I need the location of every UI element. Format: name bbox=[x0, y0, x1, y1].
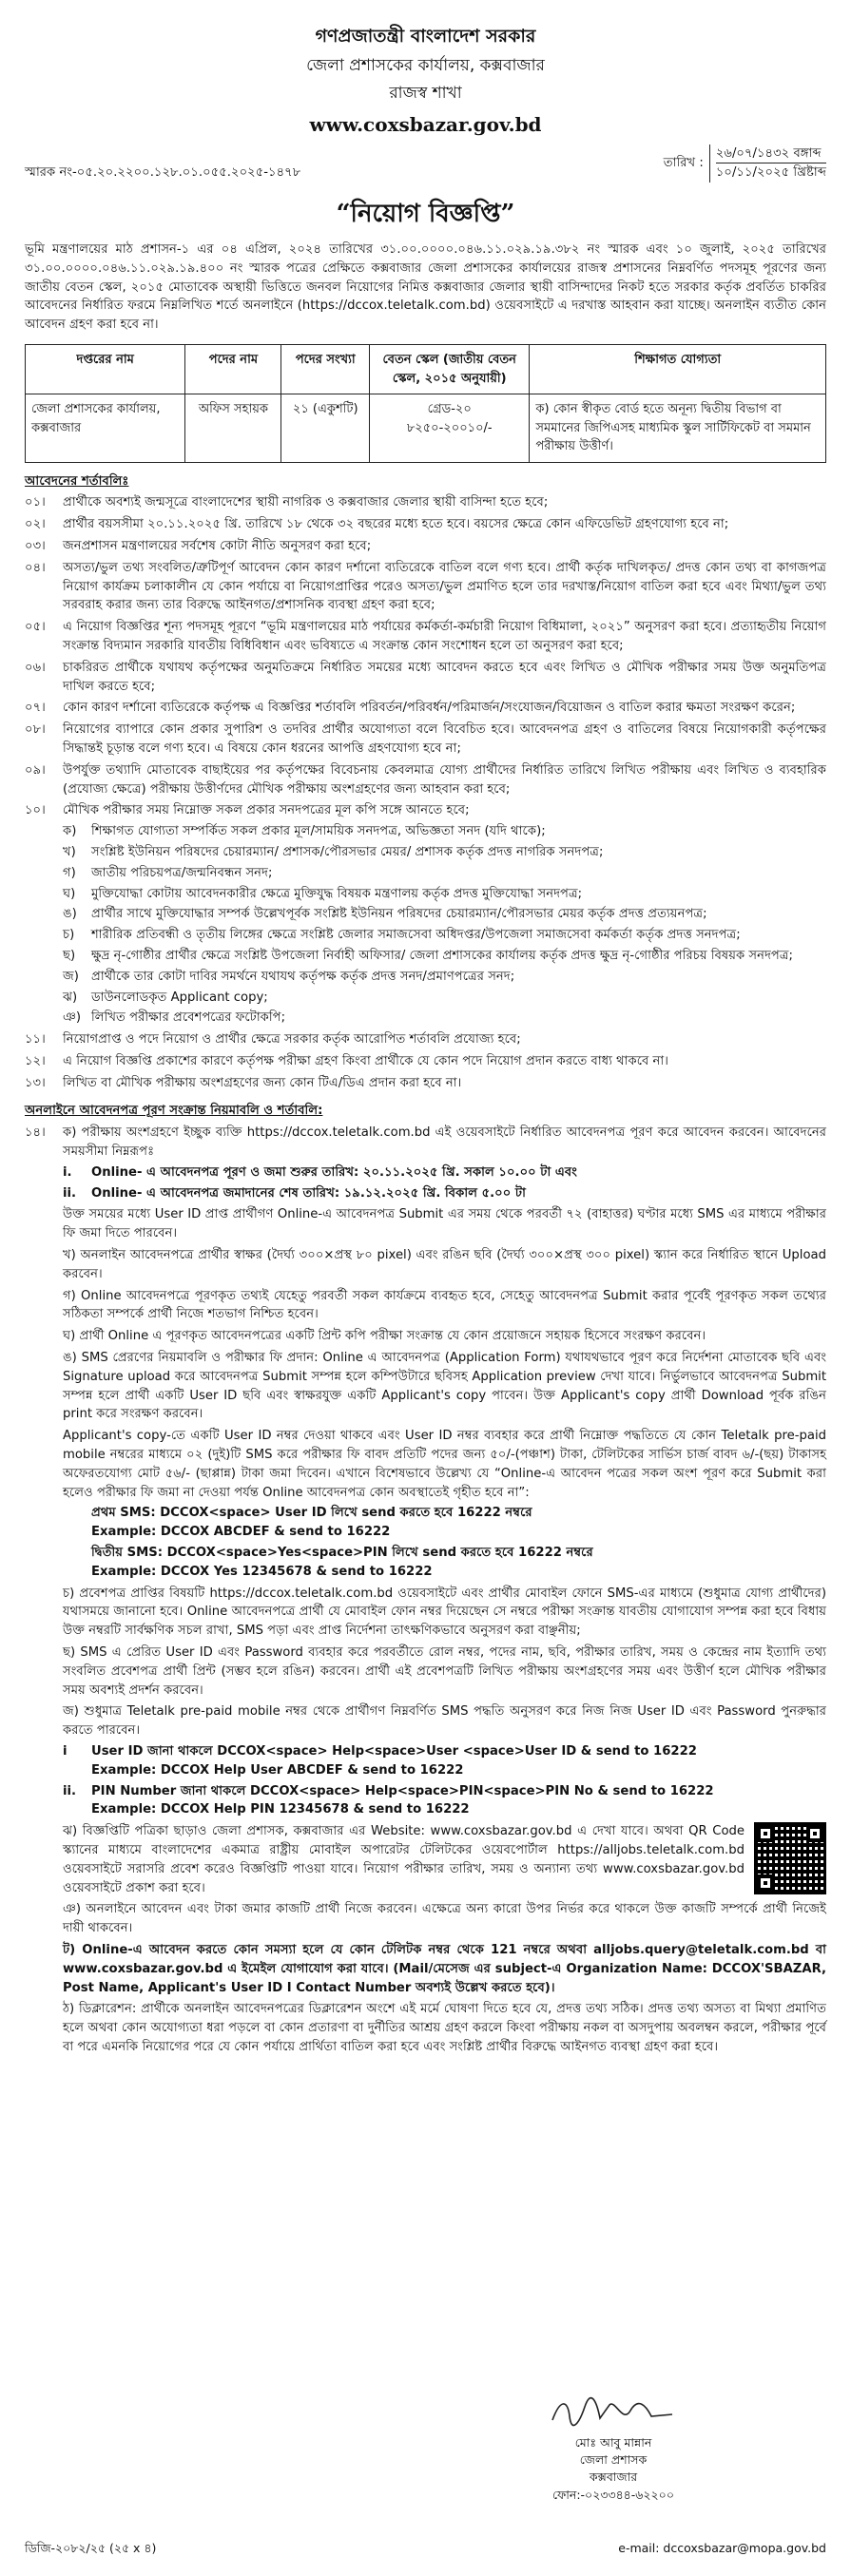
condition-text: ঙ) SMS প্রেরণের নিয়মাবলি ও পরীক্ষার ফি প্রদান: Online এ আবেদনপত্র (Application Form) যথাযথভাবে পূরণ করে নির্দেশনা মোতাবেক ছবি এবং Signature upload করে আবেদনপত্র Submit সম্পন্ন হলে কম্পিউটারে ছবিসহ Application preview দেখা যাবে। নির্ভুলভাবে আবেদনপত্র Submit সম্পন্ন হলে প্রার্থী একটি User ID ছবি এবং স্বাক্ষরযুক্ত একটি Applicant's copy পাবেন। উক্ত Applicant's copy প্রার্থী Download পূর্বক রঙিন print করে সংরক্ষণ করবেন। bbox=[63, 1351, 827, 1422]
online-item-tha bbox=[25, 2000, 826, 2056]
sub-text: PIN Number জানা থাকলে DCCOX<space> Help<space>PIN<space>PIN No & send to 16222 bbox=[91, 1783, 714, 1798]
website-header: www.coxsbazar.gov.bd bbox=[309, 112, 542, 136]
sms-second: দ্বিতীয় SMS: DCCOX<space>Yes<space>PIN লিখে send করতে হবে 16222 নম্বরে bbox=[91, 1546, 593, 1561]
condition-text: Applicant's copy-তে একটি User ID নম্বর দেওয়া থাকবে এবং User ID নম্বর ব্যবহার করে প্রার্থী নিম্নোক্ত পদ্ধতিতে যে কোন Teletalk pre-paid mobile নম্বরের মাধ্যমে ০২ (দুই)টি SMS করে পরীক্ষার ফি বাবদ প্রতিটি পদের জন্য ৫০/-(পঞ্চাশ) টাকা, টেলিটকের সার্ভিস চার্জ বাবদ ৬/-(ছয়) টাকাসহ অফেরতযোগ্য মোট ৫৬/- (ছাপ্পান্ন) টাকা জমা দিবেন। এখানে বিশেষভাবে উল্লেখ্য যে “Online-এ আবেদন পত্রের সকল অংশ পূরণ করে Submit করা হলেও পরীক্ষার ফি জমা না দেওয়া পর্যন্ত Online আবেদনপত্র কোন অবস্থাতেই গৃহীত হবে না”: bbox=[63, 1429, 826, 1500]
sub-number: ঝ) bbox=[63, 990, 78, 1005]
condition-number: ১৩। bbox=[25, 1075, 46, 1090]
sub-number: ii. bbox=[63, 1783, 77, 1798]
sub-text: জাতীয় পরিচয়পত্র/জন্মনিবন্ধন সনদ; bbox=[91, 865, 273, 880]
footer bbox=[25, 2540, 826, 2558]
table-row bbox=[26, 394, 826, 463]
office-header: জেলা প্রশাসকের কার্যালয়, কক্সবাজার bbox=[306, 55, 545, 75]
sub-text: ক্ষুদ্র নৃ-গোষ্ঠীর প্রার্থীর ক্ষেত্রে সংশ্লিষ্ট উপজেলা নির্বাহী অফিসার/ জেলা প্রশাসকের কার্যালয় কর্তৃক প্রদত্ত ক্ষুদ্র নৃ-গোষ্ঠীর পরিচয় বিষয়ক সনদপত্র; bbox=[91, 948, 793, 963]
condition-text: ঞ) অনলাইনে আবেদন এবং টাকা জমার কাজটি প্রার্থী নিজে করবেন। এক্ষেত্রে অন্য কারো উপর নির্ভর করে থাকলে উক্ত কাজটি সম্পর্কে প্রার্থী নিজেই দায়ী থাকবেন। bbox=[63, 1902, 826, 1936]
condition-number: ০৩। bbox=[25, 538, 46, 553]
sub-text: User ID জানা থাকলে DCCOX<space> Help<space>User <space>User ID & send to 16222 bbox=[91, 1743, 697, 1759]
memo-number: স্মারক নং-০৫.২০.২২০০.১২৮.০১.০৫৫.২০২৫-১৪৭৮ bbox=[25, 165, 301, 181]
signatory-phone: ফোন:-০২৩৩৪৪-৬২২০০ bbox=[552, 2487, 674, 2502]
section-header: রাজস্ব শাখা bbox=[389, 84, 462, 103]
condition-text: খ) অনলাইন আবেদনপত্রে প্রার্থীর স্বাক্ষর (দৈর্ঘ্য ৩০০×প্রস্থ ৮০ pixel) এবং রঙিন ছবি (দৈর্ঘ্য ৩০০×প্রস্থ ৩০০ pixel) স্ক্যান করে নির্ধারিত স্থানে Upload করবেন। bbox=[63, 1248, 826, 1281]
date-english: ১০/১১/২০২৫ খ্রিষ্টাব্দ bbox=[715, 165, 826, 181]
condition-text: চ) প্রবেশপত্র প্রাপ্তির বিষয়টি https://dccox.teletalk.com.bd ওয়েবসাইটে এবং প্রার্থীর মোবাইল ফোনে SMS-এর মাধ্যমে (শুধুমাত্র যোগ্য প্রার্থীদের) যথাসময়ে জানানো হবে। Online আবেদনপত্রে প্রার্থী যে মোবাইল ফোন নম্বর দিয়েছেন সে নম্বরে পরীক্ষা সংক্রান্ত যাবতীয় যোগাযোগ সম্পন্ন করা হবে বিধায় উক্ত নম্বরটি সার্বক্ষণিক সচল রাখা, SMS পড়া এবং প্রাপ্ত নির্দেশনা তাৎক্ষণিকভাবে অনুসরণ করা বাঞ্ছনীয়; bbox=[63, 1586, 826, 1639]
recover-pin bbox=[63, 1782, 826, 1801]
qr-code-icon bbox=[754, 1822, 826, 1894]
recover-user-id bbox=[63, 1742, 826, 1761]
condition-text: লিখিত বা মৌখিক পরীক্ষায় অংশগ্রহণের জন্য কোন টিএ/ডিএ প্রদান করা হবে না। bbox=[63, 1075, 462, 1090]
sub-text: Online- এ আবেদনপত্র পূরণ ও জমা শুরুর তারিখ: ২০.১১.২০২৫ খ্রি. সকাল ১০.০০ টা এবং bbox=[91, 1164, 577, 1180]
col-post: পদের নাম bbox=[185, 345, 281, 394]
condition-number: ০৪। bbox=[25, 560, 46, 575]
cell-scale bbox=[370, 394, 530, 463]
condition-text: ছ) SMS এ প্রেরিত User ID এবং Password ব্যবহার করে পরবর্তীতে রোল নম্বর, পদের নাম, ছবি, পরীক্ষার তারিখ, সময় ও কেন্দ্রের নাম ইত্যাদি তথ্য সংবলিত প্রবেশপত্র প্রার্থী প্রিন্ট (সম্ভব হলে রঙিন) করবেন। প্রার্থী এই প্রবেশপত্রটি লিখিত পরীক্ষায় অংশগ্রহণের সময় এবং উত্তীর্ণ হলে মৌখিক পরীক্ষার সময় অবশ্যই প্রদর্শন করবেন। bbox=[63, 1645, 826, 1698]
condition-text: এ নিয়োগ বিজ্ঞপ্তির শূন্য পদসমূহ পূরণে “ভূমি মন্ত্রণালয়ের মাঠ পর্যায়ের কর্মকর্তা-কর্মচারী নিয়োগ বিধিমালা, ২০২১” অনুসরণ করা হবে। প্রত্যাহৃতীয় নিয়োগ সংক্রান্ত বিদ্যমান সরকারি যাবতীয় বিধিবিধান এবং ভবিষ্যতে এ সংক্রান্ত কোন সংশোধন হলে তা অনুসরণ করা হবে; bbox=[63, 620, 826, 653]
sub-text: মুক্তিযোদ্ধা কোটায় আবেদনকারীর ক্ষেত্রে মুক্তিযুদ্ধ বিষয়ক মন্ত্রণালয় কর্তৃক প্রদত্ত মুক্তিযোদ্ধা সনদপত্র; bbox=[91, 886, 583, 901]
online-item-ga bbox=[25, 1287, 826, 1325]
conditions-heading: আবেদনের শর্তাবলিঃ bbox=[25, 473, 129, 489]
sub-text: Online- এ আবেদনপত্র জমাদানের শেষ তারিখ: ১৯.১২.২০২৫ খ্রি. বিকাল ৫.০০ টা bbox=[91, 1185, 526, 1201]
col-qualification: শিক্ষাগত যোগ্যতা bbox=[530, 345, 826, 394]
condition-text: জনপ্রশাসন মন্ত্রণালয়ের সর্বশেষ কোটা নীতি অনুসরণ করা হবে; bbox=[63, 538, 372, 553]
condition-text: মৌখিক পরীক্ষার সময় নিম্নোক্ত সকল প্রকার সনদপত্রের মূল কপি সঙ্গে আনতে হবে; bbox=[63, 803, 470, 818]
cell-qualification: ক) কোন স্বীকৃত বোর্ড হতে অনূন্য দ্বিতীয় বিভাগ বা সমমানের জিপিএসহ মাধ্যমিক স্কুল সার্টিফিকেট বা সমমান পরীক্ষায় উত্তীর্ণ। bbox=[530, 394, 826, 463]
condition-number: ১১। bbox=[25, 1032, 46, 1048]
sub-item bbox=[63, 843, 826, 862]
condition-item bbox=[25, 801, 826, 820]
condition-text: ঝ) বিজ্ঞপ্তিটি পত্রিকা ছাড়াও জেলা প্রশাসক, কক্সবাজার এর Website: www.coxsbazar.gov.bd এ দেখা যাবে। অথবা QR Code স্ক্যানের মাধ্যমে বাংলাদেশের একমাত্র রাষ্ট্রীয় মোবাইল অপারেটর টেলিটকের ওয়েবপোর্টাল https://alljobs.teletalk.com.bd ওয়েবসাইটে সরাসরি প্রবেশ করেও বিজ্ঞপ্তিটি পাওয়া যাবে। নিয়োগ পরীক্ষার তারিখ, সময় ও অন্যান্য তথ্য www.coxsbazar.gov.bd ওয়েবসাইটে প্রকাশ করা হবে। bbox=[63, 1824, 745, 1895]
condition-text: উপর্যুক্ত তথ্যাদি মোতাবেক বাছাইয়ের পর কর্তৃপক্ষের বিবেচনায় কেবলমাত্র যোগ্য প্রার্থীদের নির্ধারিত তারিখে লিখিত পরীক্ষায় এবং লিখিত ও ব্যবহারিক (প্রযোজ্য ক্ষেত্রে) পরীক্ষায় উত্তীর্ণদের মৌখিক পরীক্ষায় অংশগ্রহণের জন্য আহবান করা হবে; bbox=[63, 762, 826, 797]
sub-text: প্রার্থীকে তার কোটা দাবির সমর্থনে যথাযথ কর্তৃপক্ষ কর্তৃক প্রদত্ত সনদ/প্রমাণপত্রের সনদ; bbox=[91, 969, 515, 984]
sub-number: ঘ) bbox=[63, 886, 76, 901]
online-item-nya bbox=[25, 1900, 826, 1938]
condition-text: প্রার্থীকে অবশ্যই জন্মসূত্রে বাংলাদেশের স্থায়ী নাগরিক ও কক্সবাজার জেলার স্থায়ী বাসিন্দা হতে হবে; bbox=[63, 495, 549, 510]
signature-icon bbox=[547, 2395, 680, 2430]
sub-number: ঙ) bbox=[63, 907, 77, 922]
condition-item bbox=[25, 699, 826, 718]
sub-number: ii. bbox=[63, 1185, 77, 1201]
condition-item bbox=[25, 1052, 826, 1071]
sub-item bbox=[63, 905, 826, 924]
sub-number: গ) bbox=[63, 865, 76, 880]
sms-first: প্রথম SMS: DCCOX<space> User ID লিখে send করতে হবে 16222 নম্বরে bbox=[91, 1506, 532, 1521]
col-count: পদের সংখ্যা bbox=[281, 345, 370, 394]
cell-post: অফিস সহায়ক bbox=[185, 394, 281, 463]
condition-text: নিয়োগের ব্যাপারে কোন প্রকার সুপারিশ ও তদবির প্রার্থীর অযোগ্যতা বলে বিবেচিত হবে। আবেদনপত্র গ্রহণ ও বাতিলের বিষয়ে নিয়োগকারী কর্তৃপক্ষের সিদ্ধান্তই চূড়ান্ত বলে গণ্য হবে। এ বিষয়ে কোন ধরনের আপত্তি গ্রহণযোগ্য হবে না; bbox=[63, 722, 826, 756]
online-item-ka bbox=[25, 1124, 826, 1162]
condition-item bbox=[25, 493, 826, 512]
sms-second-example: Example: DCCOX Yes 12345678 & send to 16222 bbox=[91, 1564, 433, 1579]
sub-text: সংশ্লিষ্ট ইউনিয়ন পরিষদের চেয়ারম্যান/ প্রশাসক/পৌরসভার মেয়র/ প্রশাসক কর্তৃক প্রদত্ত নাগরিক সনদপত্র; bbox=[91, 844, 604, 859]
condition-text: চাকরিরত প্রার্থীকে যথাযথ কর্তৃপক্ষের অনুমতিক্রমে নির্ধারিত সময়ের মধ্যে আবেদন করতে হবে এবং লিখিত ও মৌখিক পরীক্ষার সময় উক্ত অনুমতিপত্র দাখিল করতে হবে; bbox=[63, 660, 826, 694]
signatory-designation: জেলা প্রশাসক bbox=[579, 2452, 648, 2468]
col-scale: বেতন স্কেল (জাতীয় বেতন স্কেল, ২০১৫ অনুযায়ী) bbox=[370, 345, 530, 394]
sub-number: খ) bbox=[63, 844, 76, 859]
recover-user-id-example: Example: DCCOX Help User ABCDEF & send to 16222 bbox=[91, 1762, 464, 1778]
online-item-jha bbox=[25, 1822, 826, 1897]
condition-number: ১৪। bbox=[25, 1125, 46, 1141]
gov-header: গণপ্রজাতন্ত্রী বাংলাদেশ সরকার bbox=[315, 26, 536, 47]
sub-number: জ) bbox=[63, 969, 79, 984]
condition-item bbox=[25, 761, 826, 799]
sub-item bbox=[63, 1009, 826, 1028]
sub-number: i bbox=[63, 1743, 68, 1759]
condition-number: ১২। bbox=[25, 1053, 46, 1068]
applicant-copy-note bbox=[25, 1427, 826, 1502]
sub-text: ডাউনলোডকৃত Applicant copy; bbox=[91, 990, 268, 1005]
col-office: দপ্তরের নাম bbox=[26, 345, 185, 394]
online-item-ja bbox=[25, 1702, 826, 1740]
condition-number: ০৭। bbox=[25, 701, 46, 716]
cell-office: জেলা প্রশাসকের কার্যালয়, কক্সবাজার bbox=[26, 394, 185, 463]
online-item-chha bbox=[25, 1644, 826, 1700]
condition-item bbox=[25, 659, 826, 697]
table-header-row bbox=[26, 345, 826, 394]
condition-text: নিয়োগপ্রাপ্ত ও পদে নিয়োগ ও প্রার্থীর ক্ষেত্রে সরকার কর্তৃক আরোপিত শর্তাবলি প্রযোজ্য হবে; bbox=[63, 1032, 521, 1048]
signatory-district: কক্সবাজার bbox=[589, 2470, 638, 2485]
condition-number: ০২। bbox=[25, 517, 46, 532]
sub-item bbox=[63, 968, 826, 987]
condition-text: কোন কারণ দর্শানো ব্যতিরেকে কর্তৃপক্ষ এ বিজ্ঞপ্তির শর্তাবলি পরিবর্তন/পরিবর্ধন/পরিমার্জন/সংযোজন/বিয়োজন ও বাতিল করার ক্ষমতা সংরক্ষণ করেন; bbox=[63, 701, 796, 716]
sub-item bbox=[63, 989, 826, 1008]
notice-title: “নিয়োগ বিজ্ঞপ্তি” bbox=[336, 200, 515, 229]
online-item-kha bbox=[25, 1246, 826, 1284]
online-item-ta bbox=[25, 1941, 826, 1997]
sub-text: শিক্ষাগত যোগ্যতা সম্পর্কিত সকল প্রকার মূল/সাময়িক সনদপত্র, অভিজ্ঞতা সনদ (যদি থাকে); bbox=[91, 824, 546, 839]
reference-row bbox=[25, 144, 826, 183]
date-block bbox=[664, 144, 826, 183]
condition-number: ০৯। bbox=[25, 762, 46, 778]
condition-item bbox=[25, 721, 826, 759]
signature-block bbox=[518, 2395, 708, 2504]
condition-number: ০৫। bbox=[25, 620, 46, 635]
sub-item bbox=[63, 822, 826, 841]
cell-count: ২১ (একুশটি) bbox=[281, 394, 370, 463]
sub-item bbox=[63, 947, 826, 966]
online-item-uma bbox=[25, 1349, 826, 1424]
online-item-gha bbox=[25, 1327, 826, 1346]
sub-text: প্রার্থীর সাথে মুক্তিযোদ্ধার সম্পর্ক উল্লেখপূর্বক সংশ্লিষ্ট ইউনিয়ন পরিষদের চেয়ারম্যান/পৌরসভার মেয়র কর্তৃক প্রদত্ত প্রত্যয়নপত্র; bbox=[91, 907, 707, 922]
posts-table bbox=[25, 344, 826, 463]
condition-number: ১০। bbox=[25, 803, 46, 818]
condition-number: ০১। bbox=[25, 495, 46, 510]
condition-item bbox=[25, 1074, 826, 1093]
condition-text: অসত্য/ভুল তথ্য সংবলিত/ত্রুটিপূর্ণ আবেদন কোন কারণ দর্শানো ব্যতিরেকে বাতিল বলে গণ্য হবে। প্রার্থী কর্তৃক দাখিলকৃত/ প্রদত্ত কোন তথ্য বা কাগজপত্র নিয়োগ কার্যক্রম চলাকালীন যে কোন পর্যায়ে বা নিয়োগপ্রাপ্তির পরেও অসত্য/ভুল প্রমাণিত হলে তার দরখাস্ত/নিয়োগ বাতিল করা হবে এবং মিথ্যা/ভুল তথ্য সরবরাহ করার জন্য তার বিরুদ্ধে আইনগত/প্রশাসনিক ব্যবস্থা গ্রহণ করা হবে; bbox=[63, 560, 826, 613]
sub-number: ঞ) bbox=[63, 1010, 82, 1026]
sub-item bbox=[63, 885, 826, 904]
sub-number: চ) bbox=[63, 928, 75, 943]
sub-text: লিখিত পরীক্ষার প্রবেশপত্রের ফটোকপি; bbox=[91, 1010, 286, 1026]
condition-item bbox=[25, 618, 826, 656]
online-item-cha bbox=[25, 1585, 826, 1641]
condition-text: ক) পরীক্ষায় অংশগ্রহণে ইচ্ছুক ব্যক্তি https://dccox.teletalk.com.bd এই ওয়েবসাইটে নির্ধারিত আবেদনপত্র পূরণ করে আবেদন করবেন। আবেদনের সময়সীমা নিম্নরূপঃ bbox=[63, 1125, 826, 1160]
sub-item bbox=[63, 864, 826, 883]
condition-number: ০৮। bbox=[25, 722, 46, 738]
sub-number: i. bbox=[63, 1164, 72, 1180]
online-heading: অনলাইনে আবেদনপত্র পূরণ সংক্রান্ত নিয়মাবলি ও শর্তাবলি: bbox=[25, 1104, 323, 1119]
deadline-end bbox=[63, 1184, 826, 1203]
sub-item bbox=[63, 926, 826, 945]
cell-grade: গ্রেড-২০ bbox=[427, 402, 472, 417]
condition-text: জ) শুধুমাত্র Teletalk pre-paid mobile নম্বর থেকে প্রার্থীগণ নিম্নবর্ণিত SMS পদ্ধতি অনুসরণ করে নিজ নিজ User ID এবং Password পুনরুদ্ধার করতে পারবেন। bbox=[63, 1704, 826, 1739]
condition-text: ঠ) ডিক্লারেশন: প্রার্থীকে অনলাইন আবেদনপত্রের ডিক্লারেশন অংশে এই মর্মে ঘোষণা দিতে হবে যে, প্রদত্ত তথ্য সঠিক। প্রদত্ত তথ্য অসত্য বা মিথ্যা প্রমাণিত হলে অথবা কোন অযোগ্যতা ধরা পড়লে বা কোন প্রতারণা বা দুর্নীতির আশ্রয় গ্রহণ করলে কিংবা পরীক্ষায় নকল বা অসদুপায় অবলম্বন করলে, পরীক্ষার পূর্বে বা পরে এমনকি নিয়োগের পরে যে কোন পর্যায়ে প্রার্থিতা বাতিল করা হবে এবং সংশ্লিষ্ট প্রার্থীর বিরুদ্ধে আইনগত ব্যবস্থা গ্রহণ করা হবে। bbox=[63, 2002, 826, 2054]
condition-item bbox=[25, 559, 826, 615]
cell-scale-value: ৮২৫০-২০০১০/- bbox=[406, 420, 493, 435]
sub-number: ছ) bbox=[63, 948, 76, 963]
footer-code: ডিজি-২০৮২/২৫ (২৫ x ৪) bbox=[25, 2541, 157, 2555]
signatory-name: মোঃ আবু মান্নান bbox=[574, 2435, 652, 2451]
sub-number: ক) bbox=[63, 824, 77, 839]
condition-text: উক্ত সময়ের মধ্যে User ID প্রাপ্ত প্রার্থীগণ Online-এ আবেদনপত্র Submit এর সময় থেকে পরবর্তী ৭২ (বাহাত্তর) ঘণ্টার মধ্যে SMS এর মাধ্যমে পরীক্ষার ফি জমা দিতে পারবেন। bbox=[63, 1207, 826, 1241]
recover-pin-example: Example: DCCOX Help PIN 12345678 & send to 16222 bbox=[91, 1802, 470, 1817]
sms-first-example: Example: DCCOX ABCDEF & send to 16222 bbox=[91, 1525, 391, 1540]
condition-number: ০৬। bbox=[25, 660, 46, 675]
condition-item bbox=[25, 515, 826, 534]
deadline-start bbox=[63, 1163, 826, 1182]
footer-email: e-mail: dccoxsbazar@mopa.gov.bd bbox=[618, 2541, 826, 2555]
date-label: তারিখ : bbox=[663, 155, 704, 170]
condition-text: এ নিয়োগ বিজ্ঞপ্তি প্রকাশের কারণে কর্তৃপক্ষ পরীক্ষা গ্রহণ কিংবা প্রার্থীকে যে কোন পদে নিয়োগ প্রদান করতে বাধ্য থাকবে না। bbox=[63, 1053, 668, 1068]
condition-text: ট) Online-এ আবেদন করতে কোন সমস্যা হলে যে কোন টেলিটক নম্বর থেকে 121 নম্বরে অথবা alljobs.query@teletalk.com.bd বা www.coxsbazar.gov.bd এ ইমেইল যোগাযোগ করা যাবে। (Mail/মেসেজ এর subject-এ Organization Name: DCCOX'SBAZAR, Post Name, Applicant's User ID I Contact Number অবশ্যই উল্লেখ করতে হবে)। bbox=[63, 1942, 826, 1995]
intro-paragraph: ভূমি মন্ত্রণালয়ের মাঠ প্রশাসন-১ এর ০৪ এপ্রিল, ২০২৪ তারিখের ৩১.০০.০০০০.০৪৬.১১.০২৯.১৯.৩৮২ নং স্মারক এবং ১০ জুলাই, ২০২৫ তারিখের ৩১.০০.০০০০.০৪৬.১১.০২৯.১৯.৪০০ নং স্মারক পত্রের প্রেক্ষিতে কক্সবাজার জেলা প্রশাসকের কার্যালয়ের রাজস্ব প্রশাসনের নিম্নবর্ণিত পদসমূহ পূরণের জন্য জাতীয় বেতন স্কেল, ২০১৫ মোতাবেক অস্থায়ী ভিত্তিতে জনবল নিয়োগের নিমিত্ত কক্সবাজার জেলার স্থায়ী বাসিন্দাদের নিকট হতে সরকার কর্তৃক প্রবর্তিত চাকরির আবেদনের নির্ধারিত ফরমে নিম্নলিখিত শর্তে অনলাইনে (https://dccox.teletalk.com.bd) ওয়েবসাইটে এ দরখাস্ত আহবান করা যাচ্ছে। অনলাইন ব্যতীত কোন আবেদন গ্রহণ করা হবে না। bbox=[25, 242, 826, 333]
condition-item bbox=[25, 537, 826, 556]
sub-text: শারীরিক প্রতিবন্ধী ও তৃতীয় লিঙ্গের ক্ষেত্রে সংশ্লিষ্ট জেলার সমাজসেবা অধিদপ্তর/উপজেলা সমাজসেবা কর্মকর্তা কর্তৃক প্রদত্ত সনদপত্র; bbox=[91, 928, 741, 943]
condition-item bbox=[25, 1030, 826, 1049]
online-note bbox=[25, 1205, 826, 1243]
condition-text: গ) Online আবেদনপত্রে পূরণকৃত তথ্যই যেহেতু পরবর্তী সকল কার্যক্রমে ব্যবহৃত হবে, সেহেতু আবেদনপত্র Submit করার পূর্বেই পূরণকৃত সকল তথ্যের সঠিকতা সম্পর্কে প্রার্থী নিজে শতভাগ নিশ্চিত হবেন। bbox=[63, 1288, 826, 1322]
condition-text: প্রার্থীর বয়সসীমা ২০.১১.২০২৫ খ্রি. তারিখে ১৮ থেকে ৩২ বছরের মধ্যে হতে হবে। বয়সের ক্ষেত্রে কোন এফিডেভিট গ্রহণযোগ্য হবে না; bbox=[63, 517, 729, 532]
condition-text: ঘ) প্রার্থী Online এ পূরণকৃত আবেদনপত্রের একটি প্রিন্ট কপি পরীক্ষা সংক্রান্ত যে কোন প্রয়োজনে সহায়ক হিসেবে সংরক্ষণ করবেন। bbox=[63, 1329, 706, 1344]
date-bangla: ২৬/০৭/১৪৩২ বঙ্গাব্দ bbox=[716, 144, 826, 164]
